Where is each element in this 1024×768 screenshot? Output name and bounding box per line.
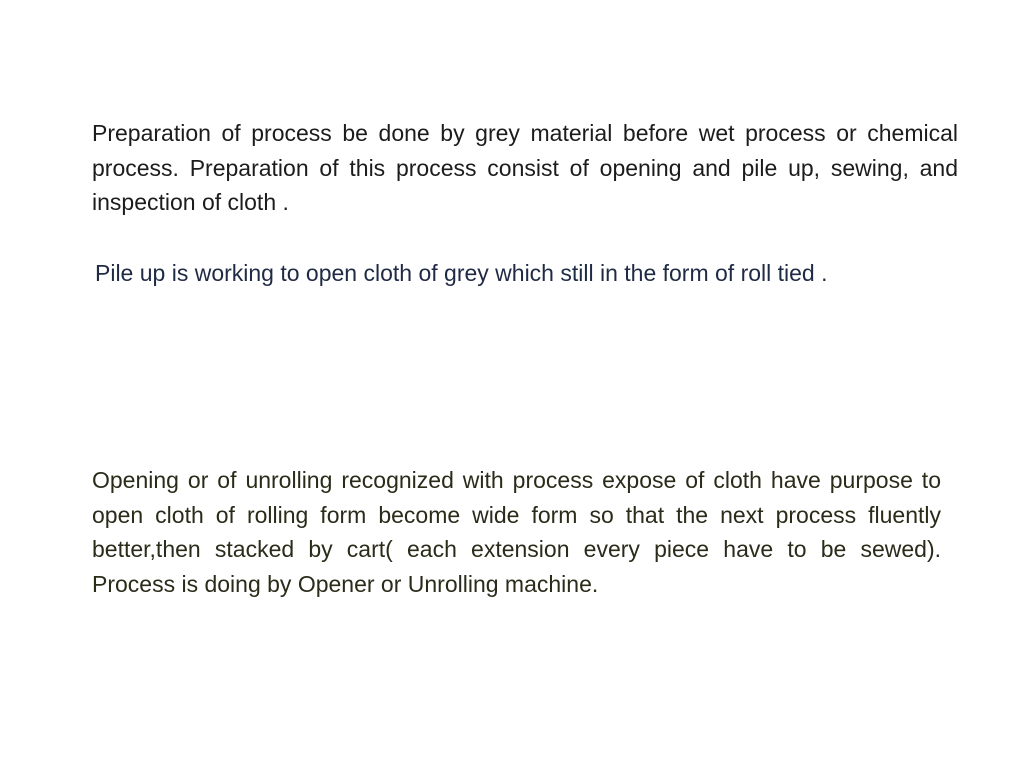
pile-up-paragraph: Pile up is working to open cloth of grey which still in the form of roll tied . bbox=[95, 260, 828, 286]
opening-paragraph: Opening or of unrolling recognized with process expose of cloth have purpose to open cloth of rolling form become wide form so that the next process fluently better,then stacked by cart( each extension every piece have to be sewed). Process is doing by Opener or Unrolling machine. bbox=[92, 467, 941, 597]
preparation-paragraph: Preparation of process be done by grey material before wet process or chemical process. Preparation of this process consist of opening and pile up, sewing, and inspection of cloth . bbox=[92, 120, 958, 215]
